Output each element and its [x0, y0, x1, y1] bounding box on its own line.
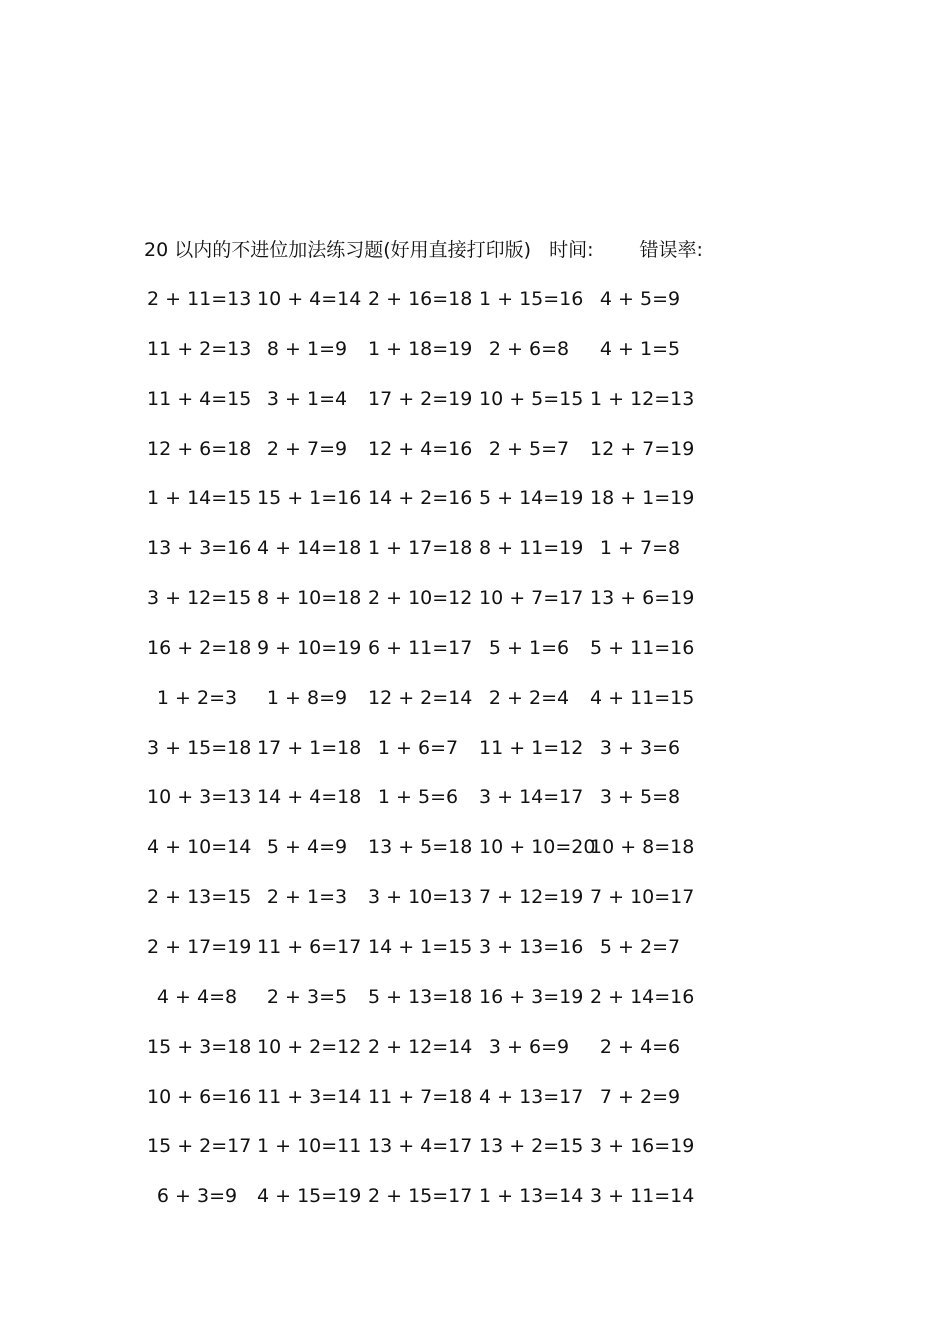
addition-problem: 5 + 14=19 — [479, 487, 584, 510]
addition-problem: 5 + 2=7 — [599, 935, 681, 958]
addition-problem: 3 + 12=15 — [147, 587, 252, 610]
addition-problem: 10 + 7=17 — [479, 587, 584, 610]
problem-row — [144, 434, 744, 484]
addition-problem: 3 + 1=4 — [266, 387, 348, 410]
addition-problem: 1 + 6=7 — [377, 736, 459, 759]
addition-problem: 1 + 2=3 — [156, 686, 238, 709]
addition-problem: 15 + 2=17 — [147, 1135, 252, 1158]
problem-row — [144, 583, 744, 633]
addition-problem: 4 + 10=14 — [147, 836, 252, 859]
addition-problem: 2 + 6=8 — [488, 337, 570, 360]
addition-problem: 3 + 15=18 — [147, 736, 252, 759]
problem-row — [144, 832, 744, 882]
addition-problem: 1 + 14=15 — [147, 487, 252, 510]
addition-problem: 2 + 4=6 — [599, 1035, 681, 1058]
problem-row — [144, 633, 744, 683]
addition-problem: 7 + 2=9 — [599, 1085, 681, 1108]
addition-problem: 2 + 12=14 — [368, 1035, 473, 1058]
addition-problem: 4 + 13=17 — [479, 1085, 584, 1108]
problem-row — [144, 683, 744, 733]
addition-problem: 13 + 2=15 — [479, 1135, 584, 1158]
addition-problem: 3 + 6=9 — [488, 1035, 570, 1058]
addition-problem: 13 + 6=19 — [590, 587, 695, 610]
addition-problem: 11 + 2=13 — [147, 337, 252, 360]
addition-problem: 3 + 11=14 — [590, 1185, 695, 1208]
problem-row — [144, 1181, 744, 1231]
addition-problem: 1 + 10=11 — [257, 1135, 362, 1158]
addition-problem: 12 + 4=16 — [368, 437, 473, 460]
addition-problem: 16 + 2=18 — [147, 636, 252, 659]
addition-problem: 10 + 6=16 — [147, 1085, 252, 1108]
addition-problem: 4 + 15=19 — [257, 1185, 362, 1208]
addition-problem: 10 + 5=15 — [479, 387, 584, 410]
addition-problem: 4 + 1=5 — [599, 337, 681, 360]
addition-problem: 11 + 7=18 — [368, 1085, 473, 1108]
problem-row — [144, 384, 744, 434]
problem-grid — [144, 284, 744, 1231]
addition-problem: 4 + 4=8 — [156, 985, 238, 1008]
addition-problem: 5 + 4=9 — [266, 836, 348, 859]
addition-problem: 2 + 1=3 — [266, 886, 348, 909]
addition-problem: 3 + 14=17 — [479, 786, 584, 809]
addition-problem: 2 + 11=13 — [147, 288, 252, 310]
addition-problem: 6 + 11=17 — [368, 636, 473, 659]
addition-problem: 5 + 1=6 — [488, 636, 570, 659]
addition-problem: 10 + 2=12 — [257, 1035, 362, 1058]
addition-problem: 16 + 3=19 — [479, 985, 584, 1008]
addition-problem: 8 + 10=18 — [257, 587, 362, 610]
addition-problem: 1 + 13=14 — [479, 1185, 584, 1208]
addition-problem: 1 + 12=13 — [590, 387, 695, 410]
worksheet-header — [144, 236, 703, 264]
addition-problem: 1 + 8=9 — [266, 686, 348, 709]
problem-row — [144, 733, 744, 783]
addition-problem: 2 + 3=5 — [266, 985, 348, 1008]
addition-problem: 12 + 6=18 — [147, 437, 252, 460]
addition-problem: 6 + 3=9 — [156, 1185, 238, 1208]
addition-problem: 14 + 1=15 — [368, 935, 473, 958]
addition-problem: 14 + 2=16 — [368, 487, 473, 510]
addition-problem: 17 + 1=18 — [257, 736, 362, 759]
addition-problem: 2 + 5=7 — [488, 437, 570, 460]
problem-row — [144, 1082, 744, 1132]
addition-problem: 12 + 2=14 — [368, 686, 473, 709]
addition-problem: 3 + 16=19 — [590, 1135, 695, 1158]
addition-problem: 7 + 12=19 — [479, 886, 584, 909]
addition-problem: 1 + 18=19 — [368, 337, 473, 360]
addition-problem: 1 + 15=16 — [479, 288, 584, 310]
addition-problem: 14 + 4=18 — [257, 786, 362, 809]
problem-row — [144, 334, 744, 384]
problem-row — [144, 284, 744, 334]
addition-problem: 8 + 1=9 — [266, 337, 348, 360]
addition-problem: 13 + 4=17 — [368, 1135, 473, 1158]
addition-problem: 2 + 13=15 — [147, 886, 252, 909]
addition-problem: 2 + 14=16 — [590, 985, 695, 1008]
addition-problem: 10 + 3=13 — [147, 786, 252, 809]
addition-problem: 10 + 10=20 — [479, 836, 596, 859]
addition-problem: 2 + 16=18 — [368, 288, 473, 310]
addition-problem: 8 + 11=19 — [479, 537, 584, 560]
addition-problem: 18 + 1=19 — [590, 487, 695, 510]
addition-problem: 2 + 17=19 — [147, 935, 252, 958]
addition-problem: 11 + 3=14 — [257, 1085, 362, 1108]
addition-problem: 1 + 17=18 — [368, 537, 473, 560]
addition-problem: 11 + 1=12 — [479, 736, 584, 759]
problem-row — [144, 932, 744, 982]
addition-problem: 15 + 3=18 — [147, 1035, 252, 1058]
problem-row — [144, 882, 744, 932]
addition-problem: 13 + 3=16 — [147, 537, 252, 560]
addition-problem: 11 + 4=15 — [147, 387, 252, 410]
addition-problem: 1 + 7=8 — [599, 537, 681, 560]
addition-problem: 3 + 13=16 — [479, 935, 584, 958]
addition-problem: 13 + 5=18 — [368, 836, 473, 859]
addition-problem: 15 + 1=16 — [257, 487, 362, 510]
addition-problem: 4 + 5=9 — [599, 288, 681, 310]
addition-problem: 7 + 10=17 — [590, 886, 695, 909]
addition-problem: 5 + 11=16 — [590, 636, 695, 659]
addition-problem: 1 + 5=6 — [377, 786, 459, 809]
addition-problem: 3 + 5=8 — [599, 786, 681, 809]
addition-problem: 2 + 7=9 — [266, 437, 348, 460]
time-label: 时间: — [549, 239, 594, 261]
addition-problem: 11 + 6=17 — [257, 935, 362, 958]
addition-problem: 10 + 4=14 — [257, 288, 362, 310]
addition-problem: 17 + 2=19 — [368, 387, 473, 410]
problem-row — [144, 533, 744, 583]
addition-problem: 4 + 11=15 — [590, 686, 695, 709]
addition-problem: 2 + 2=4 — [488, 686, 570, 709]
addition-problem: 2 + 10=12 — [368, 587, 473, 610]
addition-problem: 9 + 10=19 — [257, 636, 362, 659]
problem-row — [144, 483, 744, 533]
addition-problem: 3 + 3=6 — [599, 736, 681, 759]
problem-row — [144, 982, 744, 1032]
worksheet-title: 20 以内的不进位加法练习题(好用直接打印版) — [144, 239, 532, 261]
addition-problem: 5 + 13=18 — [368, 985, 473, 1008]
problem-row — [144, 782, 744, 832]
addition-problem: 4 + 14=18 — [257, 537, 362, 560]
error-rate-label: 错误率: — [639, 239, 703, 261]
addition-problem: 3 + 10=13 — [368, 886, 473, 909]
addition-problem: 10 + 8=18 — [590, 836, 695, 859]
problem-row — [144, 1131, 744, 1181]
addition-problem: 12 + 7=19 — [590, 437, 695, 460]
problem-row — [144, 1032, 744, 1082]
addition-problem: 2 + 15=17 — [368, 1185, 473, 1208]
